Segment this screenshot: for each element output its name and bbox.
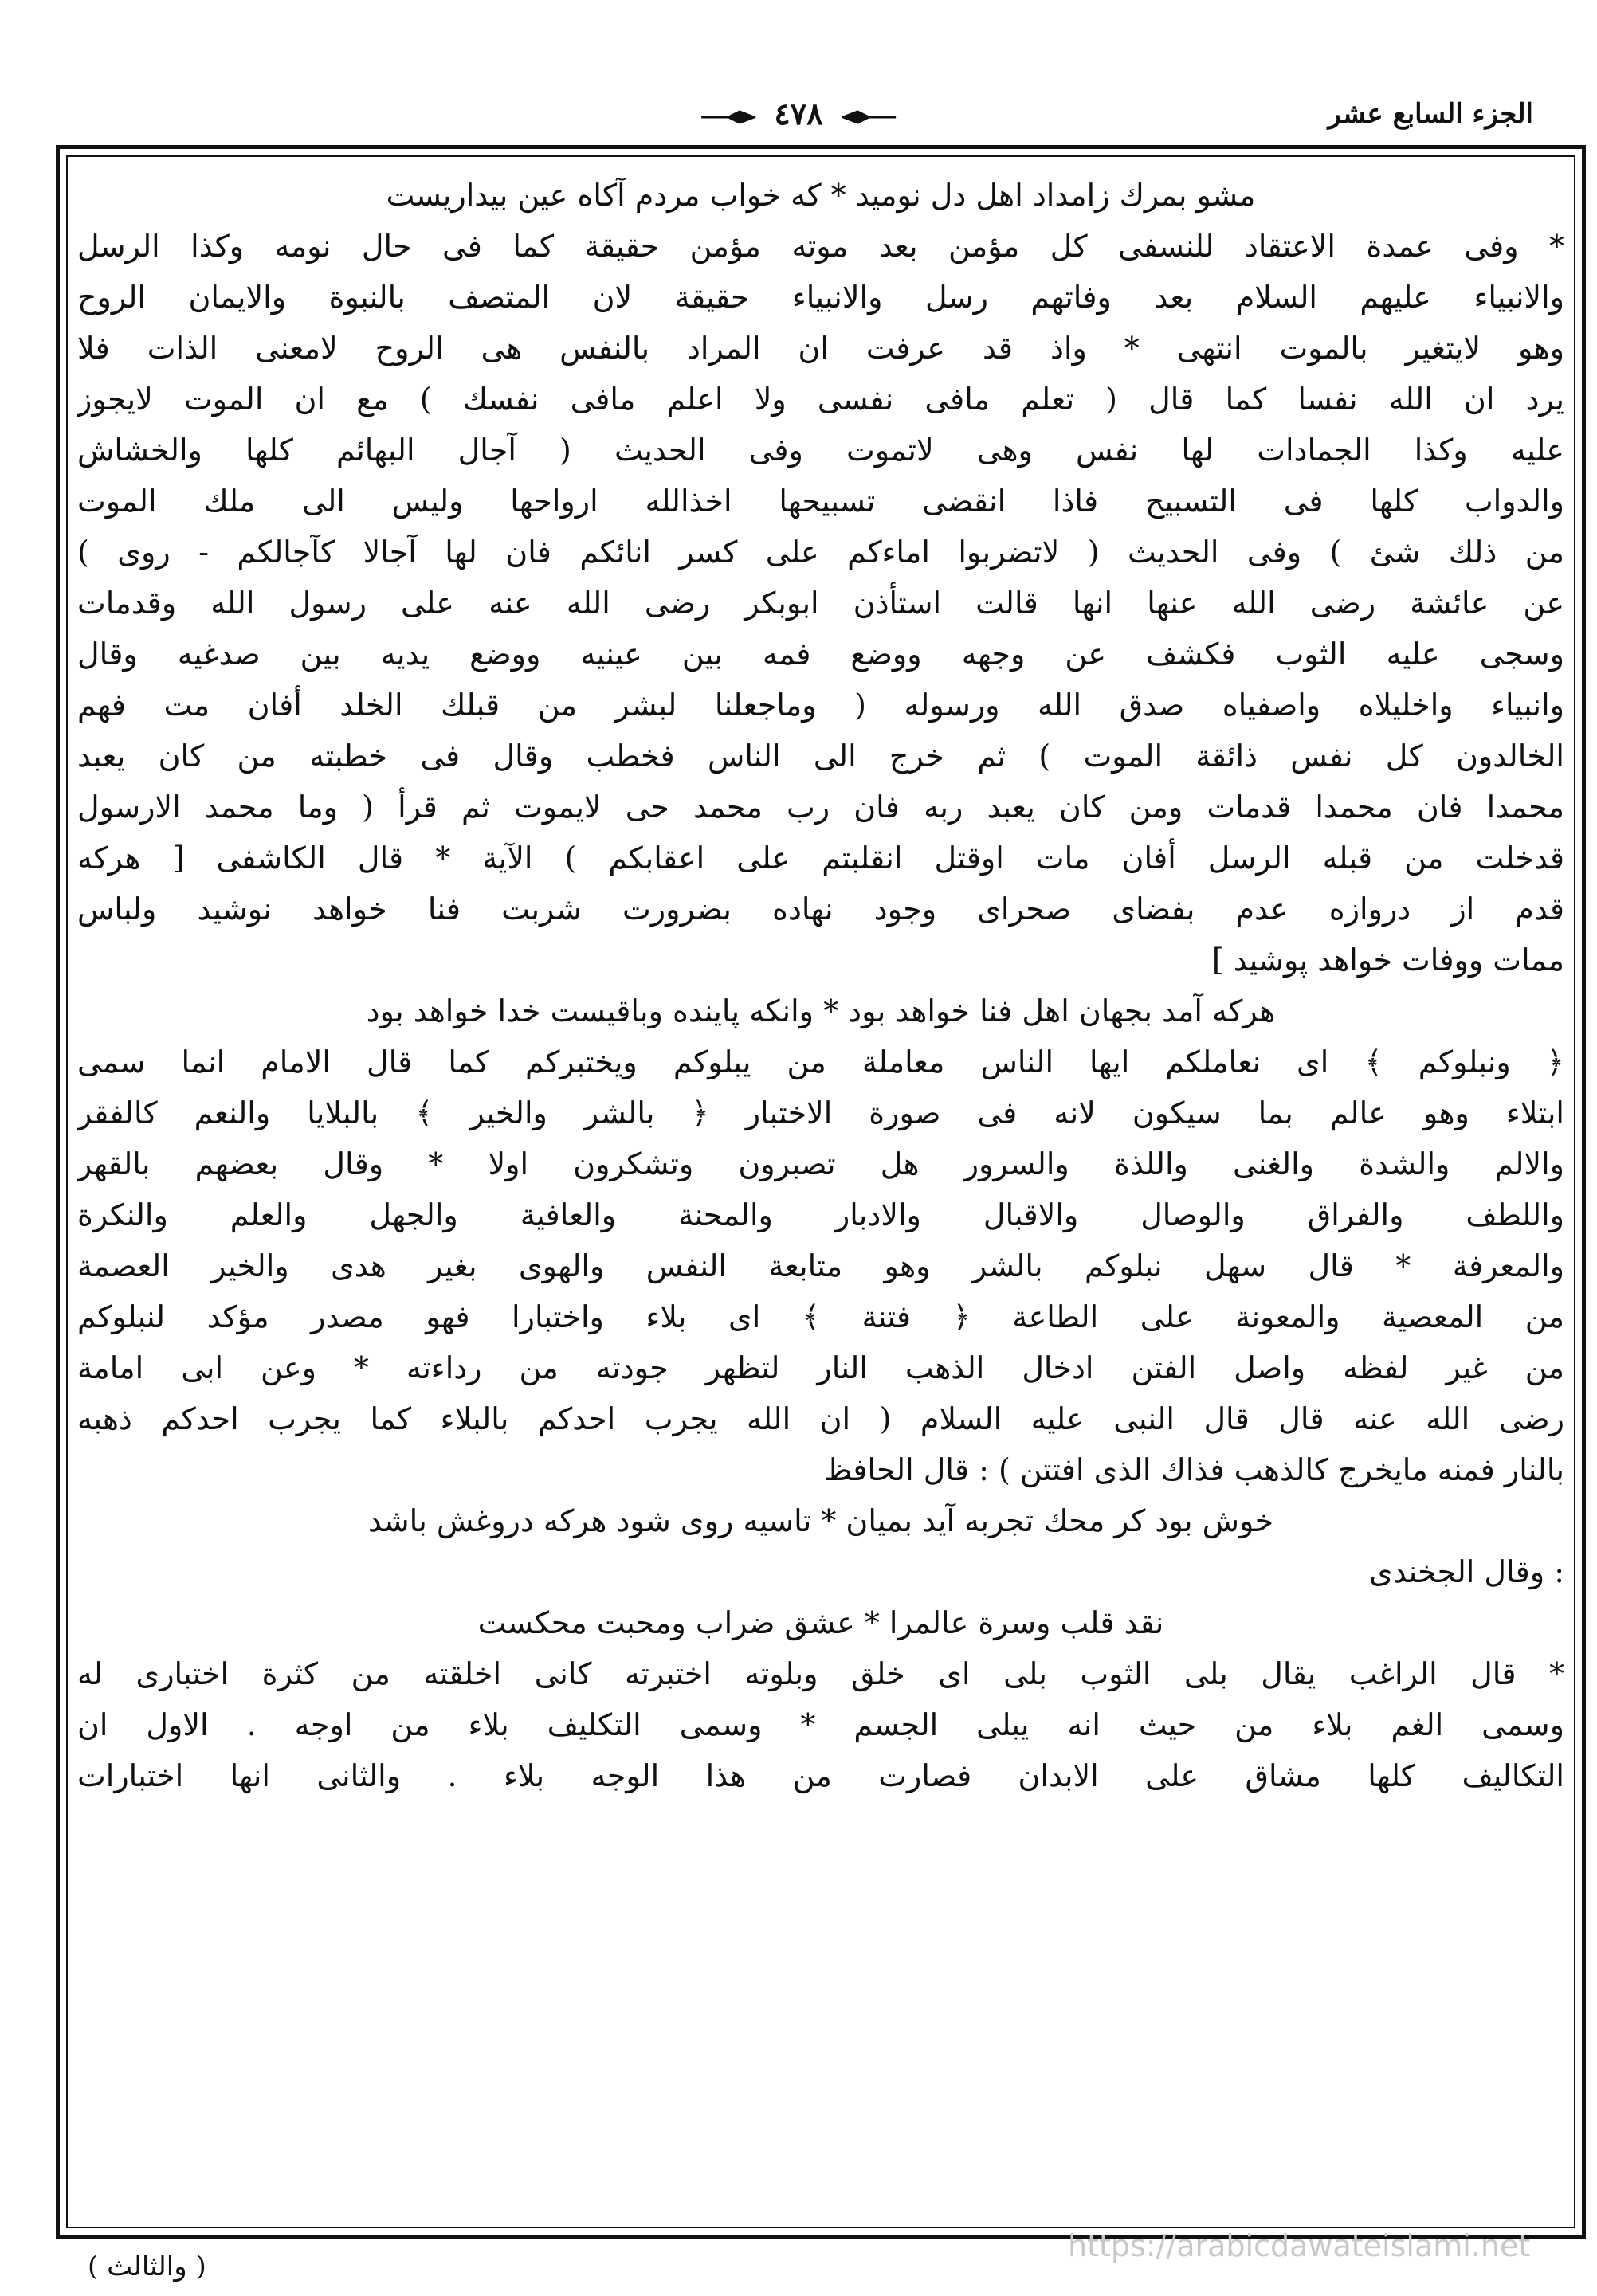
page-header bbox=[56, 86, 1541, 142]
text-line: قدم از دروازه عدم بفضاى صحراى وجود نهاده بضرورت شربت فنا خواهد نوشيد ولباس bbox=[77, 891, 1564, 927]
text-line: واللطف والفراق والوصال والاقبال والادبار والمحنة والعافية والجهل والعلم والنكرة bbox=[77, 1197, 1564, 1232]
text-line: التكاليف كلها مشاق على الابدان فصارت من هذا الوجه بلاء . والثانى انها اختبارات bbox=[77, 1758, 1564, 1793]
body-text bbox=[77, 170, 1564, 2220]
text-line: ﴿ ونبلوكم ﴾ اى نعاملكم ايها الناس معاملة من يبلوكم ويختبركم كما قال الامام انما سمى bbox=[77, 1044, 1564, 1079]
text-line: الخالدون كل نفس ذائقة الموت ) ثم خرج الى الناس فخطب وقال فى خطبته من كان يعبد bbox=[77, 739, 1564, 774]
text-line: : وقال الجخندى bbox=[1368, 1554, 1564, 1589]
text-line: * وفى عمدة الاعتقاد للنسفى كل مؤمن بعد موته مؤمن حقيقة كما فى حال نومه وكذا الرسل bbox=[77, 229, 1564, 264]
text-line: رضى الله عنه قال قال النبى عليه السلام ( ان الله يجرب احدكم بالبلاء كما يجرب احدكم ذهبه bbox=[77, 1401, 1564, 1436]
left-ornament-icon bbox=[842, 108, 897, 126]
verse-line: مشو بمرك زامداد اهل دل نومید * كه خواب مردم آكاه عين بيداريست bbox=[386, 178, 1256, 213]
text-line: من ذلك شئ ) وفى الحديث ( لاتضربوا اماءكم على كسر انائكم فان لها آجالا كآجالكم - روى ) bbox=[77, 535, 1564, 570]
text-line: من غير لفظه واصل الفتن ادخال الذهب النار لتظهر جودته من رداءته * وعن ابى امامة bbox=[77, 1350, 1564, 1385]
text-line: والالم والشدة والغنى واللذة والسرور هل تصبرون وتشكرون اولا * وقال بعضهم بالقهر bbox=[77, 1146, 1564, 1181]
watermark-url: https://arabicdawateislami.net bbox=[1068, 2228, 1531, 2263]
text-line: وانبياء واخليلاه واصفياه صدق الله ورسوله ( وماجعلنا لبشر من قبلك الخلد أفان مت فهم bbox=[77, 688, 1564, 723]
text-line: والدواب كلها فى التسبيح فاذا انقضى تسبيحها اخذالله ارواحها وليس الى ملك الموت bbox=[77, 484, 1564, 519]
text-line: وسجى عليه الثوب فكشف عن وجهه ووضع فمه بين عينيه ووضع يديه بين صدغيه وقال bbox=[77, 637, 1564, 672]
right-ornament-icon bbox=[700, 108, 755, 126]
text-line: يرد ان الله نفسا كما قال ( تعلم مافى نفسى ولا اعلم مافى نفسك ) مع ان الموت لايجوز bbox=[77, 382, 1564, 417]
text-line: والانبياء عليهم السلام بعد وفاتهم رسل والانبياء حقيقة لان المتصف بالنبوة والايمان الروح bbox=[77, 280, 1564, 315]
text-frame bbox=[56, 145, 1586, 2263]
part-label: الجزء السابع عشر bbox=[1328, 98, 1533, 130]
text-line: عن عائشة رضى الله عنها انها قالت استأذن ابوبكر رضى الله عنه على رسول الله وقدمات bbox=[77, 586, 1564, 621]
text-line: من المعصية والمعونة على الطاعة ﴿ فتنة ﴾ اى بلاء واختبارا فهو مصدر مؤكد لنبلوكم bbox=[77, 1299, 1564, 1334]
verse-line: نقد قلب وسرة عالمرا * عشق ضراب ومحبت محكست bbox=[477, 1605, 1164, 1640]
text-line: ممات ووفات خواهد پوشيد ] bbox=[1211, 942, 1564, 978]
text-line: ابتلاء وهو عالم بما سيكون لانه فى صورة الاختبار ﴿ بالشر والخير ﴾ بالبلايا والنعم كالفقر bbox=[77, 1095, 1564, 1130]
text-line: عليه وكذا الجمادات لها نفس وهى لاتموت وفى الحديث ( آجال البهائم كلها والخشاش bbox=[77, 433, 1564, 468]
verse-line: خوش بود كر محك تجربه آيد بميان * تاسيه روى شود هركه دروغش باشد bbox=[367, 1503, 1274, 1538]
page-number: ٤٧٨ bbox=[774, 96, 823, 131]
text-line: بالنار فمنه مايخرج كالذهب فذاك الذى افتتن ) : قال الحافظ bbox=[824, 1452, 1564, 1487]
text-line: محمدا فان محمدا قدمات ومن كان يعبد ربه فان رب محمد حى لايموت ثم قرأ ( وما محمد الارسول bbox=[77, 789, 1564, 825]
page-number-ornament bbox=[692, 86, 905, 142]
text-line: وسمى الغم بلاء من حيث انه يبلى الجسم * وسمى التكليف بلاء من اوجه . الاول ان bbox=[77, 1707, 1564, 1742]
text-line: وهو لايتغير بالموت انتهى * واذ قد عرفت ان المراد بالنفس هى الروح لامعنى الذات فلا bbox=[77, 331, 1564, 366]
text-line: قدخلت من قبله الرسل أفان مات اوقتل انقلبتم على اعقابكم ) الآية * قال الكاشفى [ هركه bbox=[77, 840, 1564, 876]
text-line: * قال الراغب يقال بلى الثوب بلى اى خلق وبلوته اختبرته كانى اخلقته من كثرة اختبارى له bbox=[77, 1656, 1564, 1691]
verse-line: هركه آمد بجهان اهل فنا خواهد بود * وانكه پاينده وباقيست خدا خواهد بود bbox=[366, 993, 1276, 1028]
text-line: والمعرفة * قال سهل نبلوكم بالشر وهو متابعة النفس والهوى بغير هدى والخير العصمة bbox=[77, 1248, 1564, 1283]
catchword: ( والثالث ) bbox=[88, 2251, 206, 2282]
